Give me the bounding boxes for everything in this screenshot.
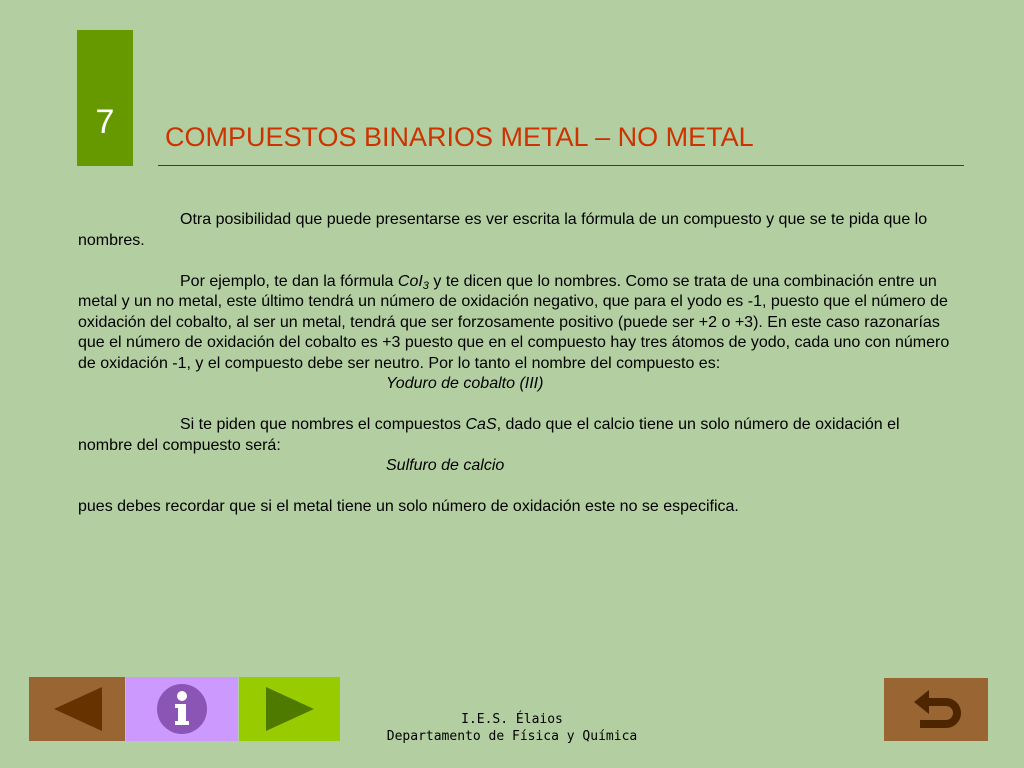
slide-number: 7 <box>95 103 115 141</box>
previous-button[interactable] <box>29 677 125 741</box>
paragraph-intro: Otra posibilidad que puede presentarse es ver escrita la fórmula de un compuesto y que se te pida que lo nombres. <box>78 211 928 249</box>
formula-coi3-subscript: 3 <box>422 279 429 292</box>
paragraph-example-2-lead: Si te piden que nombres el compuestos <box>180 416 466 433</box>
formula-coi3-main: CoI <box>397 272 423 290</box>
paragraph-example-2 <box>78 415 958 456</box>
return-arrow-icon <box>884 678 988 741</box>
paragraph-example-1 <box>78 272 958 375</box>
paragraph-example-1-rest: y te dicen que lo nombres. Como se trata de una combinación entre un metal y un no metal, este último tendrá un número de oxidación negativo, que para el yodo es -1, puesto que el número de oxidación del cobalto, al ser un metal, tendrá que ser forzosamente positivo (puede ser +2 o +3). En este caso razonarías que el número de oxidación del cobalto es +3 puesto que en el compuesto hay tres átomos de yodo, cada uno con número de oxidación -1, y el compuesto debe ser neutro. Por lo tanto el nombre del compuesto es: <box>78 272 950 372</box>
formula-cas: CaS <box>465 416 497 433</box>
next-button[interactable] <box>239 677 340 741</box>
paragraph-note: pues debes recordar que si el metal tiene un solo número de oxidación este no se especifica. <box>78 498 739 515</box>
info-icon <box>126 677 238 741</box>
slide-title: COMPUESTOS BINARIOS METAL – NO METAL <box>165 122 754 152</box>
info-button[interactable] <box>126 677 238 741</box>
title-divider <box>158 165 964 166</box>
left-arrow-icon <box>29 677 125 741</box>
footer-school: I.E.S. Élaios <box>461 712 563 727</box>
paragraph-example-1-lead: Por ejemplo, te dan la fórmula <box>180 272 398 290</box>
footer <box>362 711 662 745</box>
slide-number-badge <box>77 30 133 166</box>
slide-body <box>78 210 958 518</box>
answer-sulfuro: Sulfuro de calcio <box>386 457 505 474</box>
right-arrow-icon <box>239 677 340 741</box>
footer-department: Departamento de Física y Química <box>386 729 638 744</box>
return-button[interactable] <box>884 678 988 741</box>
paragraph-example-2-rest: , dado que el calcio tiene un solo número de oxidación el nombre del compuesto será: <box>78 416 900 454</box>
answer-yoduro: Yoduro de cobalto (III) <box>386 375 544 392</box>
formula-coi3 <box>398 273 429 290</box>
